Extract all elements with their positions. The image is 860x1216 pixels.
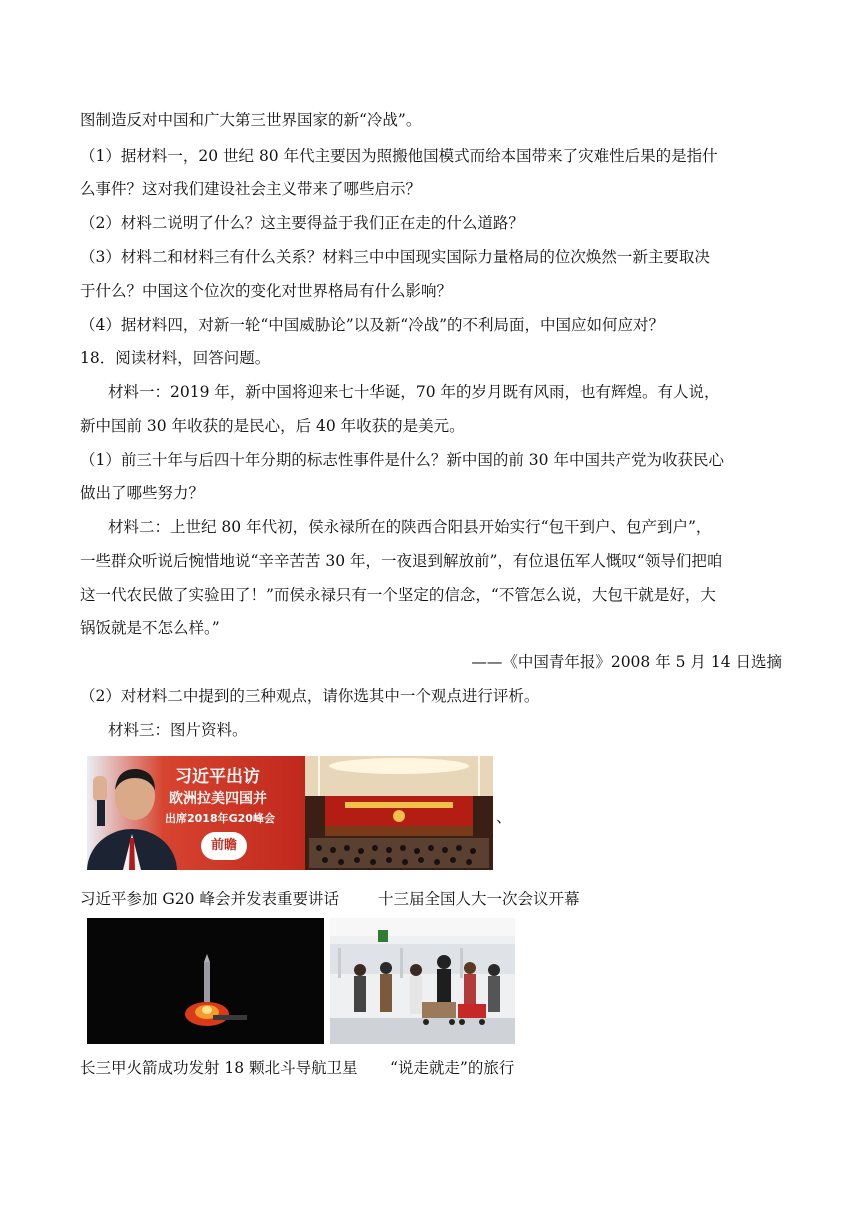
material-1: 材料一：2019 年，新中国将迎来七十华诞，70 年的岁月既有风雨，也有辉煌。有人说， [108, 383, 720, 401]
caption-rocket: 长三甲火箭成功发射 18 颗北斗导航卫星 [80, 1059, 358, 1077]
material-2: 材料二：上世纪 80 年代初，侯永禄所在的陕西合阳县开始实行“包干到户、包产到户”， [108, 518, 712, 536]
question-3-cont: 于什么？中国这个位次的变化对世界格局有什么影响？ [80, 282, 453, 300]
airport-graphic [330, 918, 515, 1044]
material-3: 材料三：图片资料。 [108, 721, 248, 739]
banner-title: 习近平出访 [175, 767, 260, 787]
great-hall-graphic [305, 756, 493, 870]
caption-g20: 习近平参加 G20 峰会并发表重要讲话 [80, 890, 339, 908]
banner-subtitle: 欧洲拉美四国并 [169, 791, 267, 807]
caption-travel: “说走就走”的旅行 [390, 1059, 515, 1077]
sub-question-1-cont: 做出了哪些努力？ [80, 484, 205, 502]
question-1: （1）据材料一，20 世纪 80 年代主要因为照搬他国模式而给本国带来了灾难性后果的是指什 [80, 147, 718, 165]
question-18-heading: 18．阅读材料，回答问题。 [80, 349, 271, 367]
question-3: （3）材料二和材料三有什么关系？材料三中中国现实国际力量格局的位次焕然一新主要取决 [80, 248, 710, 266]
photo-separator: 、 [496, 808, 512, 826]
photo-great-hall [305, 756, 493, 870]
sub-question-1: （1）前三十年与后四十年分期的标志性事件是什么？新中国的前 30 年中国共产党为收获民心 [80, 451, 724, 469]
question-4: （4）据材料四，对新一轮“中国威胁论”以及新“冷战”的不利局面，中国应如何应对？ [80, 316, 665, 334]
photo-rocket-launch [87, 918, 324, 1044]
photo-g20-banner [87, 756, 305, 870]
material-2-cont: 一些群众听说后惋惜地说“辛辛苦苦 30 年，一夜退到解放前”，有位退伍军人慨叹“领导们把咱 [80, 552, 723, 570]
material-1-cont: 新中国前 30 年收获的是民心，后 40 年收获的是美元。 [80, 417, 465, 435]
banner-badge: 前瞻 [201, 832, 247, 860]
material-2-cont: 这一代农民做了实验田了！”而侯永禄只有一个坚定的信念，“不管怎么说，大包干就是好，大 [80, 586, 716, 604]
banner-subtitle-2: 出席2018年G20峰会 [165, 812, 275, 825]
source-citation: ——《中国青年报》2008 年 5 月 14 日选摘 [471, 653, 782, 671]
question-1-cont: 么事件？这对我们建设社会主义带来了哪些启示？ [80, 180, 422, 198]
sub-question-2: （2）对材料二中提到的三种观点，请你选其中一个观点进行评析。 [80, 687, 540, 705]
rocket-graphic [87, 918, 324, 1044]
text-line: 图制造反对中国和广大第三世界国家的新“冷战”。 [80, 111, 422, 129]
material-2-cont: 锅饭就是不怎么样。” [80, 619, 220, 637]
photo-airport-travel [330, 918, 515, 1044]
caption-npc: 十三届全国人大一次会议开幕 [378, 890, 580, 908]
question-2: （2）材料二说明了什么？这主要得益于我们正在走的什么道路？ [80, 214, 524, 232]
